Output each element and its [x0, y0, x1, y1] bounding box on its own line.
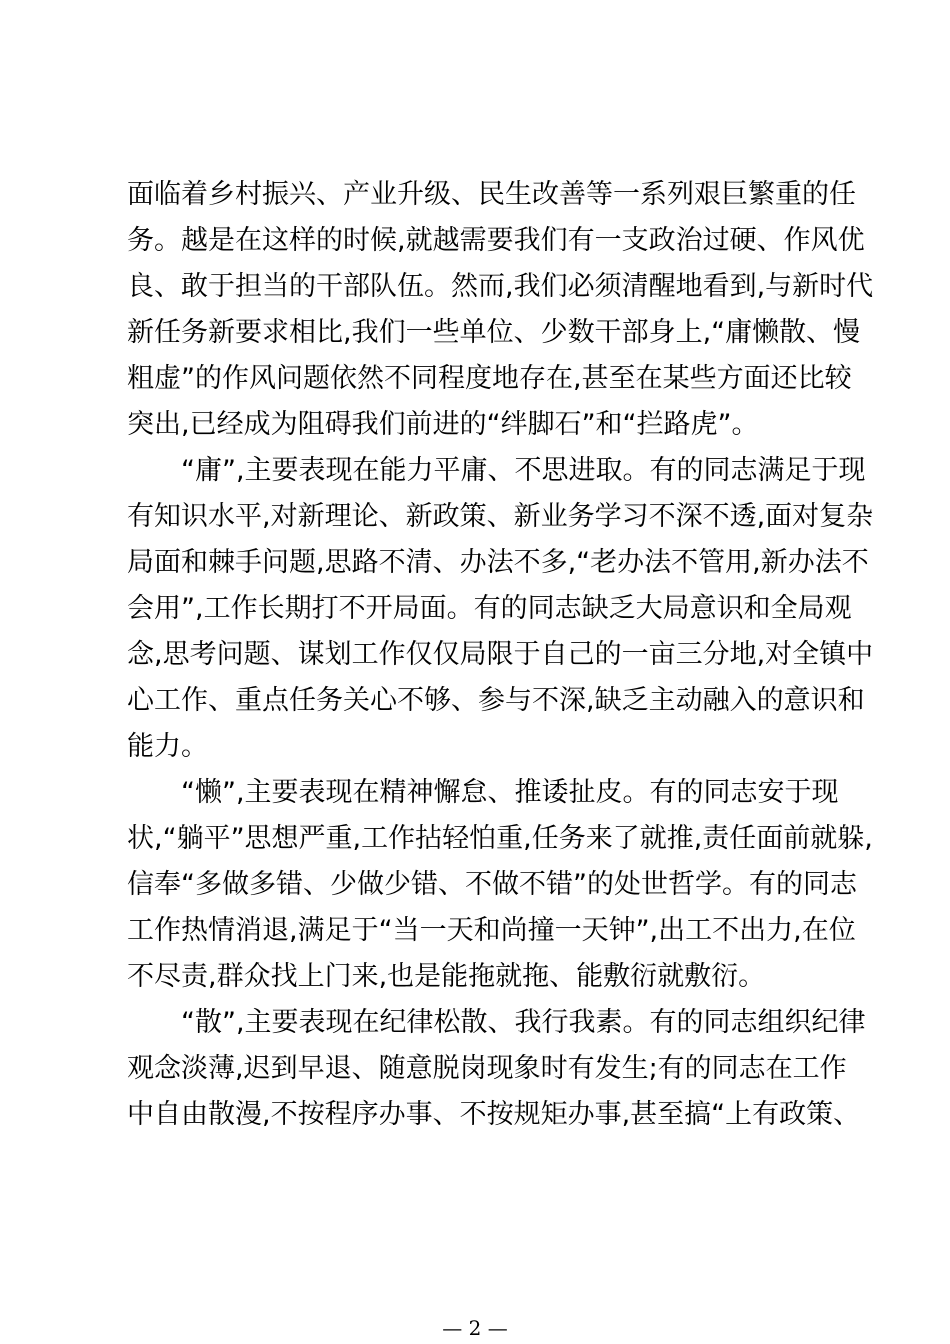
text-line: 新任务新要求相比,我们一些单位、少数干部身上,“庸懒散、慢: [127, 317, 861, 348]
text-line: 面临着乡村振兴、产业升级、民生改善等一系列艰巨繁重的任: [127, 179, 856, 210]
text-line: 有知识水平,对新理论、新政策、新业务学习不深不透,面对复杂: [127, 501, 874, 532]
text-line: 局面和棘手问题,思路不清、办法不多,“老办法不管用,新办法不: [127, 547, 869, 578]
text-line: 不尽责,群众找上门来,也是能拖就拖、能敷衍就敷衍。: [127, 961, 766, 992]
paragraph-start-line: “懒”,主要表现在精神懈怠、推诿扯皮。有的同志安于现: [181, 777, 839, 808]
text-line: 务。越是在这样的时候,就越需要我们有一支政治过硬、作风优: [127, 225, 865, 256]
text-line: 工作热情消退,满足于“当一天和尚撞一天钟”,出工不出力,在位: [127, 915, 856, 946]
text-line: 心工作、重点任务关心不够、参与不深,缺乏主动融入的意识和: [127, 685, 865, 716]
text-line: 粗虚”的作风问题依然不同程度地存在,甚至在某些方面还比较: [127, 363, 852, 394]
text-line: 良、敢于担当的干部队伍。然而,我们必须清醒地看到,与新时代: [127, 271, 874, 302]
text-line: 能力。: [127, 731, 208, 762]
paragraph-start-line: “散”,主要表现在纪律松散、我行我素。有的同志组织纪律: [181, 1007, 866, 1038]
text-line: 状,“躺平”思想严重,工作拈轻怕重,任务来了就推,责任面前就躲,: [127, 823, 873, 854]
text-line: 中自由散漫,不按程序办事、不按规矩办事,甚至搞“上有政策、: [127, 1099, 861, 1130]
text-line: 观念淡薄,迟到早退、随意脱岗现象时有发生;有的同志在工作: [127, 1053, 847, 1084]
paragraph-start-line: “庸”,主要表现在能力平庸、不思进取。有的同志满足于现: [181, 455, 866, 486]
text-line: 突出,已经成为阻碍我们前进的“绊脚石”和“拦路虎”。: [127, 409, 759, 440]
text-line: 信奉“多做多错、少做少错、不做不错”的处世哲学。有的同志: [127, 869, 857, 900]
text-line: 会用”,工作长期打不开局面。有的同志缺乏大局意识和全局观: [127, 593, 852, 624]
page-number: — 2 —: [442, 1316, 508, 1340]
text-line: 念,思考问题、谋划工作仅仅局限于自己的一亩三分地,对全镇中: [127, 639, 874, 670]
